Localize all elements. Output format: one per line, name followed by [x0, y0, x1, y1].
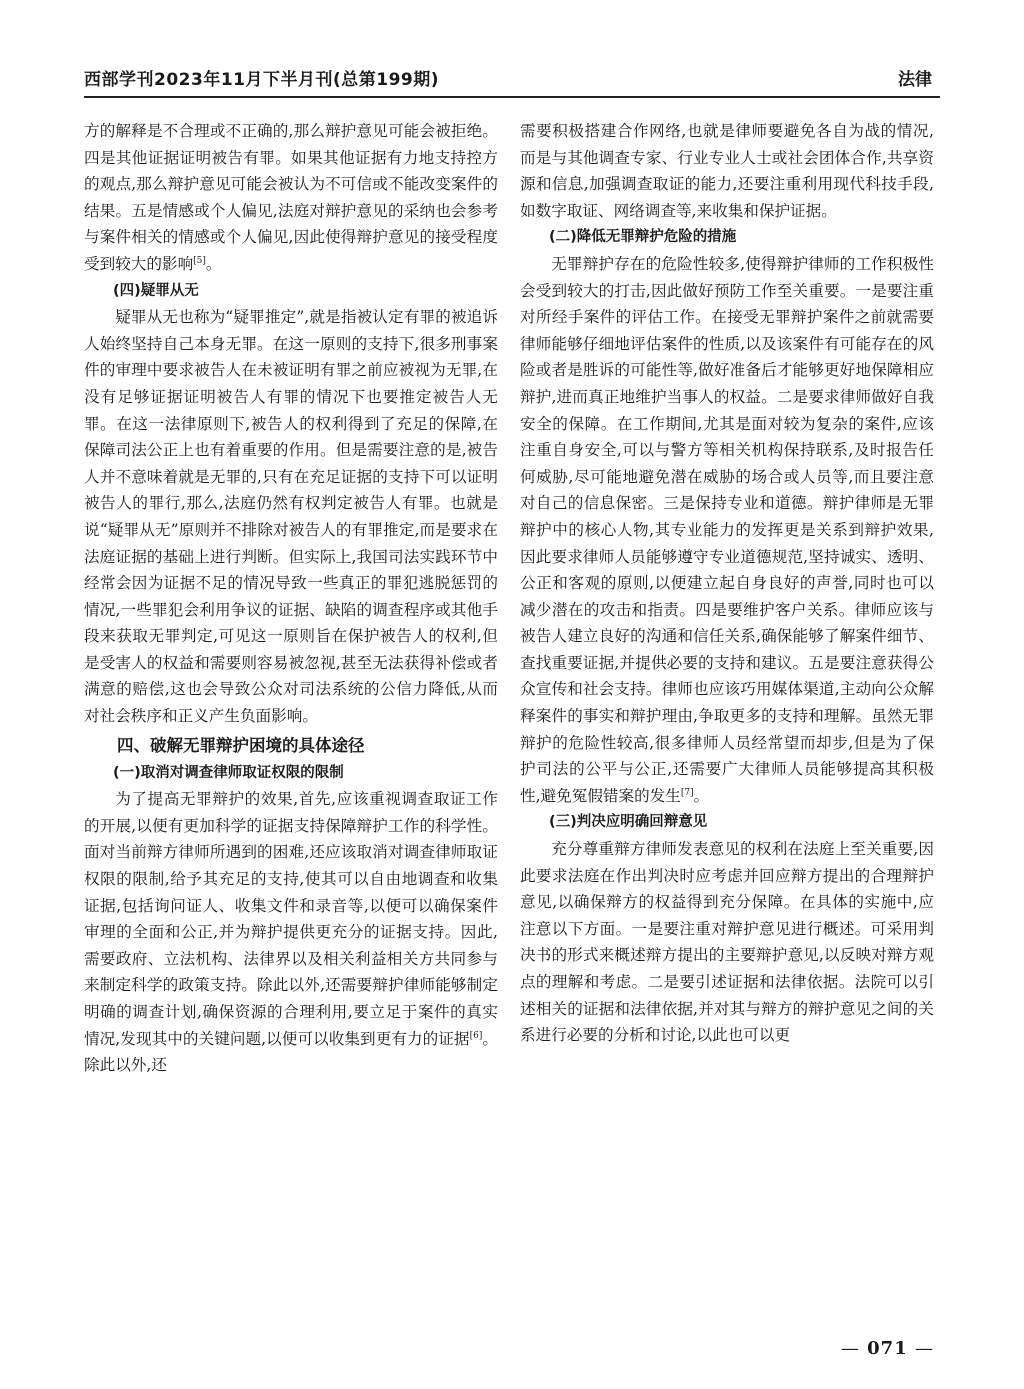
page-number: — 071 —: [840, 1338, 934, 1359]
section-heading: 四、破解无罪辩护困境的具体途径: [117, 735, 365, 755]
paragraph: 为了提高无罪辩护的效果,首先,应该重视调查取证工作的开展,以便有更加科学的证据支持保障辩护工作的科学性。面对当前辩方律师所遇到的困难,还应该取消对调查律师取证权限的限制,给予其充足的支持,使其可以自由地调查和收集证据,包括询问证人、收集文件和录音等,以便可以确保案件审理的全面和公正,并为辩护提供更充分的证据支持。因此,需要政府、立法机构、法律界以及相关利益相关方共同参与来制定科学的政策支持。除此以外,还需要辩护律师能够制定明确的调查计划,确保资源的合理利用,要立足于案件的真实情况,发现其中的关键问题,以便可以收集到更有力的证据[6]。除此以外,还: [84, 790, 498, 1075]
section-tag: 法律: [898, 70, 932, 90]
subsection-heading-one: (一)取消对调查律师取证权限的限制: [113, 764, 344, 781]
subsection-heading-four: (四)疑罪从无: [113, 282, 199, 299]
paragraph: 需要积极搭建合作网络,也就是律师要避免各自为战的情况,而是与其他调查专家、行业专业人士或社会团体合作,共享资源和信息,加强调查取证的能力,还要注重利用现代科技手段,如数字取证、网络调查等,来收集和保护证据。: [520, 122, 934, 220]
journal-title: 西部学刊2023年11月下半月刊(总第199期): [84, 70, 439, 90]
paragraph: 方的解释是不合理或不正确的,那么辩护意见可能会被拒绝。四是其他证据证明被告有罪。如果其他证据有力地支持控方的观点,那么辩护意见可能会被认为不可信或不能改变案件的结果。五是情感或个人偏见,法庭对辩护意见的采纳也会参考与案件相关的情感或个人偏见,因此使得辩护意见的接受程度受到较大的影响[5]。: [84, 122, 498, 273]
left-column: [84, 118, 498, 1079]
right-column: [520, 118, 934, 1049]
subsection-heading-three: (三)判决应明确回辩意见: [549, 814, 708, 831]
paragraph: 充分尊重辩方律师发表意见的权利在法庭上至关重要,因此要求法庭在作出判决时应考虑并回应辩方提出的合理辩护意见,以确保辩方的权益得到充分保障。在具体的实施中,应注意以下方面。一是要注重对辩护意见进行概述。可采用判决书的形式来概述辩方提出的主要辩护意见,以反映对辩方观点的理解和考虑。二是要引述证据和法律依据。法院可以引述相关的证据和法律依据,并对其与辩方的辩护意见之间的关系进行必要的分析和讨论,以此也可以更: [520, 840, 934, 1045]
citation-ref: [6]: [469, 1030, 483, 1041]
running-header: [84, 64, 940, 98]
citation-ref: [5]: [193, 255, 206, 266]
paragraph: 疑罪从无也称为“疑罪推定”,就是指被认定有罪的被追诉人始终坚持自己本身无罪。在这一原则的支持下,很多刑事案件的审理中要求被告人在未被证明有罪之前应被视为无罪,在没有足够证据证明被告人有罪的情况下也要推定被告人无罪。在这一法律原则下,被告人的权利得到了充足的保障,在保障司法公正上也有着重要的作用。但是需要注意的是,被告人并不意味着就是无罪的,只有在充足证据的支持下可以证明被告人的罪行,那么,法庭仍然有权判定被告人有罪。也就是说“疑罪从无”原则并不排除对被告人的有罪推定,而是要求在法庭证据的基础上进行判断。但实际上,我国司法实践环节中经常会因为证据不足的情况导致一些真正的罪犯逃脱惩罚的情况,一些罪犯会利用争议的证据、缺陷的调查程序或其他手段来获取无罪判定,可见这一原则旨在保护被告人的权利,但是受害人的权益和需要则容易被忽视,甚至无法获得补偿或者满意的赔偿,这也会导致公众对司法系统的公信力降低,从而对社会秩序和正义产生负面影响。: [84, 308, 498, 726]
citation-ref: [7]: [680, 787, 694, 798]
subsection-heading-two: (二)降低无罪辩护危险的措施: [549, 229, 737, 246]
paragraph: 无罪辩护存在的危险性较多,使得辩护律师的工作积极性会受到较大的打击,因此做好预防工作至关重要。一是要注重对所经手案件的评估工作。在接受无罪辩护案件之前就需要律师能够仔细地评估案件的性质,以及该案件有可能存在的风险或者是胜诉的可能性等,做好准备后才能够更好地保障相应辩护,进而真正地维护当事人的权益。二是要求律师做好自我安全的保障。在工作期间,尤其是面对较为复杂的案件,应该注重自身安全,可以与警方等相关机构保持联系,及时报告任何威胁,尽可能地避免潜在威胁的场合或人员等,而且要注意对自己的信息保密。三是保持专业和道德。辩护律师是无罪辩护中的核心人物,其专业能力的发挥更是关系到辩护效果,因此要求律师人员能够遵守专业道德规范,坚持诚实、透明、公正和客观的原则,以便建立起自身良好的声誉,同时也可以减少潜在的攻击和指责。四是要维护客户关系。律师应该与被告人建立良好的沟通和信任关系,确保能够了解案件细节、查找重要证据,并提供必要的支持和建议。五是要注意获得公众宣传和社会支持。律师也应该巧用媒体渠道,主动向公众解释案件的事实和辩护理由,争取更多的支持和理解。虽然无罪辩护的危险性较高,很多律师人员经常望而却步,但是为了保护司法的公平与公正,还需要广大律师人员能够提高其积极性,避免冤假错案的发生[7]。: [520, 254, 934, 805]
